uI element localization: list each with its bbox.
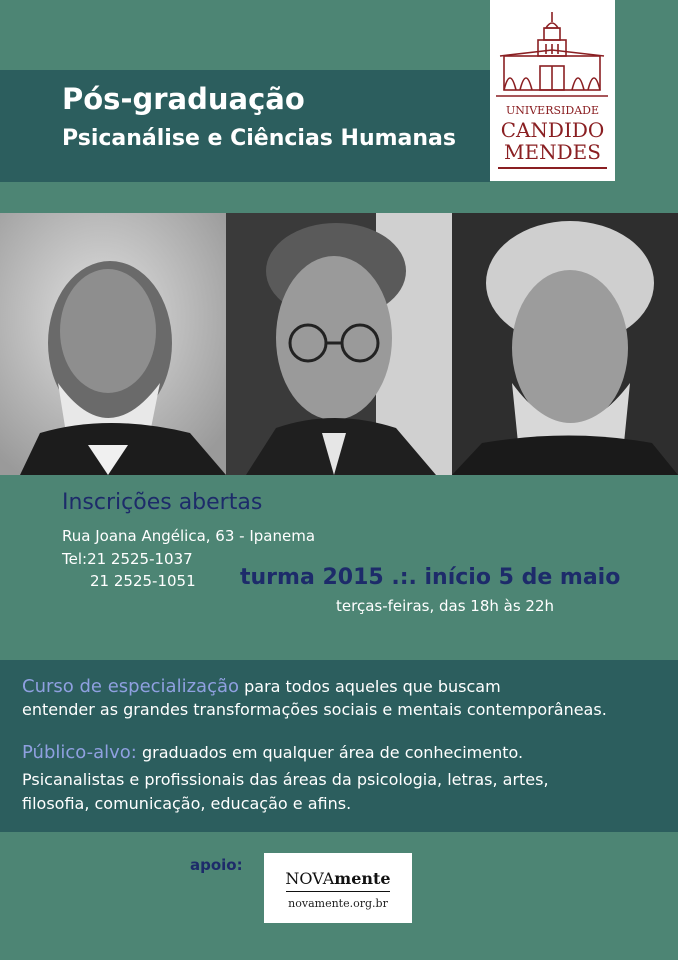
phone-2: 21 2525-1051 (90, 572, 196, 590)
sponsor-name-part2: mente (334, 869, 391, 888)
audience-line1 (22, 742, 523, 763)
building-icon (490, 6, 615, 106)
sponsor-rule (286, 891, 390, 892)
sponsor-logo (264, 853, 412, 923)
sponsor-name-part1: NOVA (285, 869, 335, 888)
page-subtitle: Psicanálise e Ciências Humanas (62, 126, 457, 151)
portrait-photo-3 (452, 213, 678, 475)
course-description-line2: entender as grandes transformações sociais e mentais contemporâneas. (22, 700, 607, 719)
audience-line3: filosofia, comunicação, educação e afins. (22, 794, 352, 813)
support-label: apoio: (190, 856, 243, 874)
audience-line2: Psicanalistas e profissionais das áreas da psicologia, letras, artes, (22, 770, 549, 789)
course-highlight: Curso de especialização (22, 676, 240, 697)
class-start-info: turma 2015 .:. início 5 de maio (240, 565, 621, 590)
phone-1: Tel:21 2525-1037 (62, 550, 193, 568)
logo-text-line1: UNIVERSIDADE (506, 104, 599, 117)
portrait-strip (0, 213, 678, 475)
university-logo (490, 0, 615, 181)
address: Rua Joana Angélica, 63 - Ipanema (62, 527, 316, 545)
logo-text-line2: CANDIDO (500, 118, 605, 142)
portrait-photo-1 (0, 213, 226, 475)
course-description-line1 (22, 676, 501, 697)
sponsor-url: novamente.org.br (288, 897, 388, 910)
audience-text: graduados em qualquer área de conhecimento. (136, 743, 524, 762)
page-title: Pós-graduação (62, 82, 305, 116)
enrollment-title: Inscrições abertas (62, 490, 263, 515)
logo-text-line3: MENDES (504, 140, 601, 164)
sponsor-name (264, 869, 412, 888)
portrait-photo-2 (226, 213, 452, 475)
course-text: para todos aqueles que buscam (239, 677, 501, 696)
class-schedule: terças-feiras, das 18h às 22h (336, 597, 555, 615)
audience-highlight: Público-alvo: (22, 742, 137, 763)
logo-rule (498, 167, 607, 169)
